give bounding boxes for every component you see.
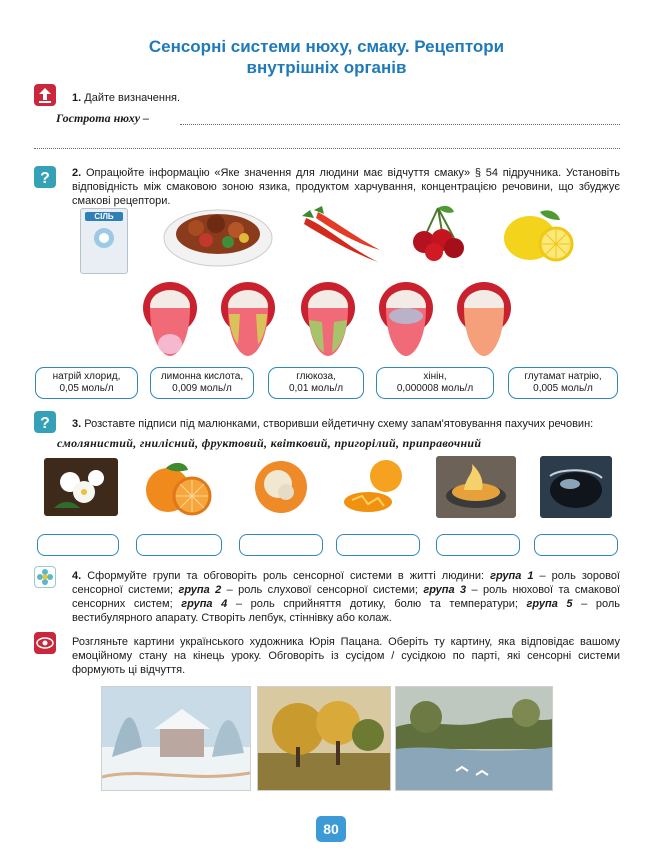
question-icon bbox=[34, 411, 56, 433]
answer-box[interactable] bbox=[336, 534, 420, 556]
task-4-group: група 1 bbox=[490, 570, 534, 582]
label-value: 0,05 моль/л bbox=[59, 383, 114, 394]
rotten-orange-image bbox=[250, 456, 312, 518]
eye-icon bbox=[34, 632, 56, 654]
definition-term: Гострота нюху – bbox=[56, 111, 150, 125]
oranges-image bbox=[142, 456, 214, 518]
painting-autumn bbox=[257, 686, 391, 791]
meat-dish-image bbox=[162, 198, 274, 268]
answer-box[interactable] bbox=[239, 534, 323, 556]
label-name: глюкоза, bbox=[296, 371, 336, 382]
task-4-part: – роль слухової сенсорної системи; bbox=[221, 584, 424, 596]
task-4-text bbox=[72, 570, 620, 624]
label-name: натрій хлорид, bbox=[52, 371, 121, 382]
odor-words: смолянистий, гнилісний, фруктовий, квітковий, пригорілий, приправочний bbox=[57, 436, 482, 450]
task-4 bbox=[72, 569, 620, 625]
task-4-part: Сформуйте групи та обговоріть роль сенсорної системи в житті людини: bbox=[87, 570, 491, 582]
tongue-umami-zone bbox=[456, 280, 512, 358]
task-4-part: – роль вестибулярного апарату. Створіть лепбук, стіннівку або колаж. bbox=[72, 598, 620, 624]
page-title bbox=[0, 36, 653, 78]
label-name: лимонна кислота, bbox=[160, 371, 244, 382]
label-value: 0,005 моль/л bbox=[533, 383, 593, 394]
tongue-sweet-zone bbox=[142, 280, 198, 358]
label-glucose bbox=[268, 367, 364, 399]
task-1-text: Дайте визначення. bbox=[84, 92, 181, 104]
svg-text:?: ? bbox=[40, 170, 50, 187]
upload-icon bbox=[34, 84, 56, 106]
svg-text:?: ? bbox=[40, 415, 50, 432]
task-1 bbox=[72, 91, 612, 105]
question-icon bbox=[34, 166, 56, 188]
lemon-image bbox=[500, 206, 576, 264]
label-citric-acid bbox=[150, 367, 254, 399]
painting-winter bbox=[101, 686, 251, 791]
task-4-part: – роль нюхової та смакової сенсорних систем; bbox=[72, 584, 621, 610]
task-4-part: – роль сприйняття дотику, болю та температури; bbox=[227, 598, 527, 610]
task-3 bbox=[72, 417, 620, 431]
task-4-part: – роль зорової сенсорної системи; bbox=[72, 570, 620, 596]
orange-zest-image bbox=[338, 456, 414, 516]
task-4-group: група 5 bbox=[526, 598, 573, 610]
flower-icon bbox=[34, 566, 56, 588]
resin-image bbox=[540, 456, 612, 518]
task-3-number: 3. bbox=[72, 418, 82, 430]
answer-box[interactable] bbox=[37, 534, 119, 556]
cherries-image bbox=[408, 204, 468, 264]
title-line-2: внутрішніх органів bbox=[246, 58, 407, 77]
task-4-group: група 2 bbox=[178, 584, 222, 596]
task-1-number: 1. bbox=[72, 92, 82, 104]
task-2-text: Опрацюйте інформацію «Яке значення для людини має відчуття смаку» § 54 підручника. Установіть відповідність між смаковою зоною язика, продуктом харчування, концентрацією речовини, що збуджує смакові рецептори. bbox=[72, 167, 620, 207]
tongue-sour-zone bbox=[220, 280, 276, 358]
task-2 bbox=[72, 166, 620, 208]
task-3-text: Розставте підписи під малюнками, створивши ейдетичну схему запам'ятовування пахучих речовин: bbox=[84, 418, 594, 430]
chili-pepper-image bbox=[296, 206, 384, 266]
task-4-group: група 4 bbox=[181, 598, 228, 610]
answer-line[interactable] bbox=[180, 124, 620, 125]
answer-line[interactable] bbox=[34, 148, 620, 149]
painting-river bbox=[395, 686, 553, 791]
salt-pack-label: СІЛЬ bbox=[85, 212, 123, 221]
task-4-group: група 3 bbox=[423, 584, 467, 596]
label-value: 0,01 моль/л bbox=[288, 383, 344, 394]
label-value: 0,009 моль/л bbox=[172, 383, 232, 394]
burnt-food-image bbox=[436, 456, 516, 518]
label-name: глутамат натрію, bbox=[524, 371, 602, 382]
reflection-text: Розгляньте картини українського художника Юрія Пацана. Оберіть ту картину, яка відповідає вашому емоційному стану на кінець уроку. Обговоріть із сусідом / сусідкою по парті, які сенсорні системи формують ці відчуття. bbox=[72, 636, 620, 676]
salt-pack-image bbox=[80, 208, 128, 274]
label-name: хінін, bbox=[423, 371, 447, 382]
page-number: 80 bbox=[316, 816, 346, 842]
label-sodium-glutamate bbox=[508, 367, 618, 399]
task-2-number: 2. bbox=[72, 167, 82, 179]
orange-blossom-image bbox=[44, 458, 118, 516]
tongue-salty-zone bbox=[300, 280, 356, 358]
label-sodium-chloride bbox=[35, 367, 138, 399]
answer-box[interactable] bbox=[136, 534, 222, 556]
task-4-number: 4. bbox=[72, 570, 82, 582]
answer-box[interactable] bbox=[534, 534, 618, 556]
title-line-1: Сенсорні системи нюху, смаку. Рецептори bbox=[148, 37, 505, 56]
tongue-bitter-zone bbox=[378, 280, 434, 358]
label-value: 0,000008 моль/л bbox=[396, 383, 474, 394]
label-quinine bbox=[376, 367, 494, 399]
answer-box[interactable] bbox=[436, 534, 520, 556]
